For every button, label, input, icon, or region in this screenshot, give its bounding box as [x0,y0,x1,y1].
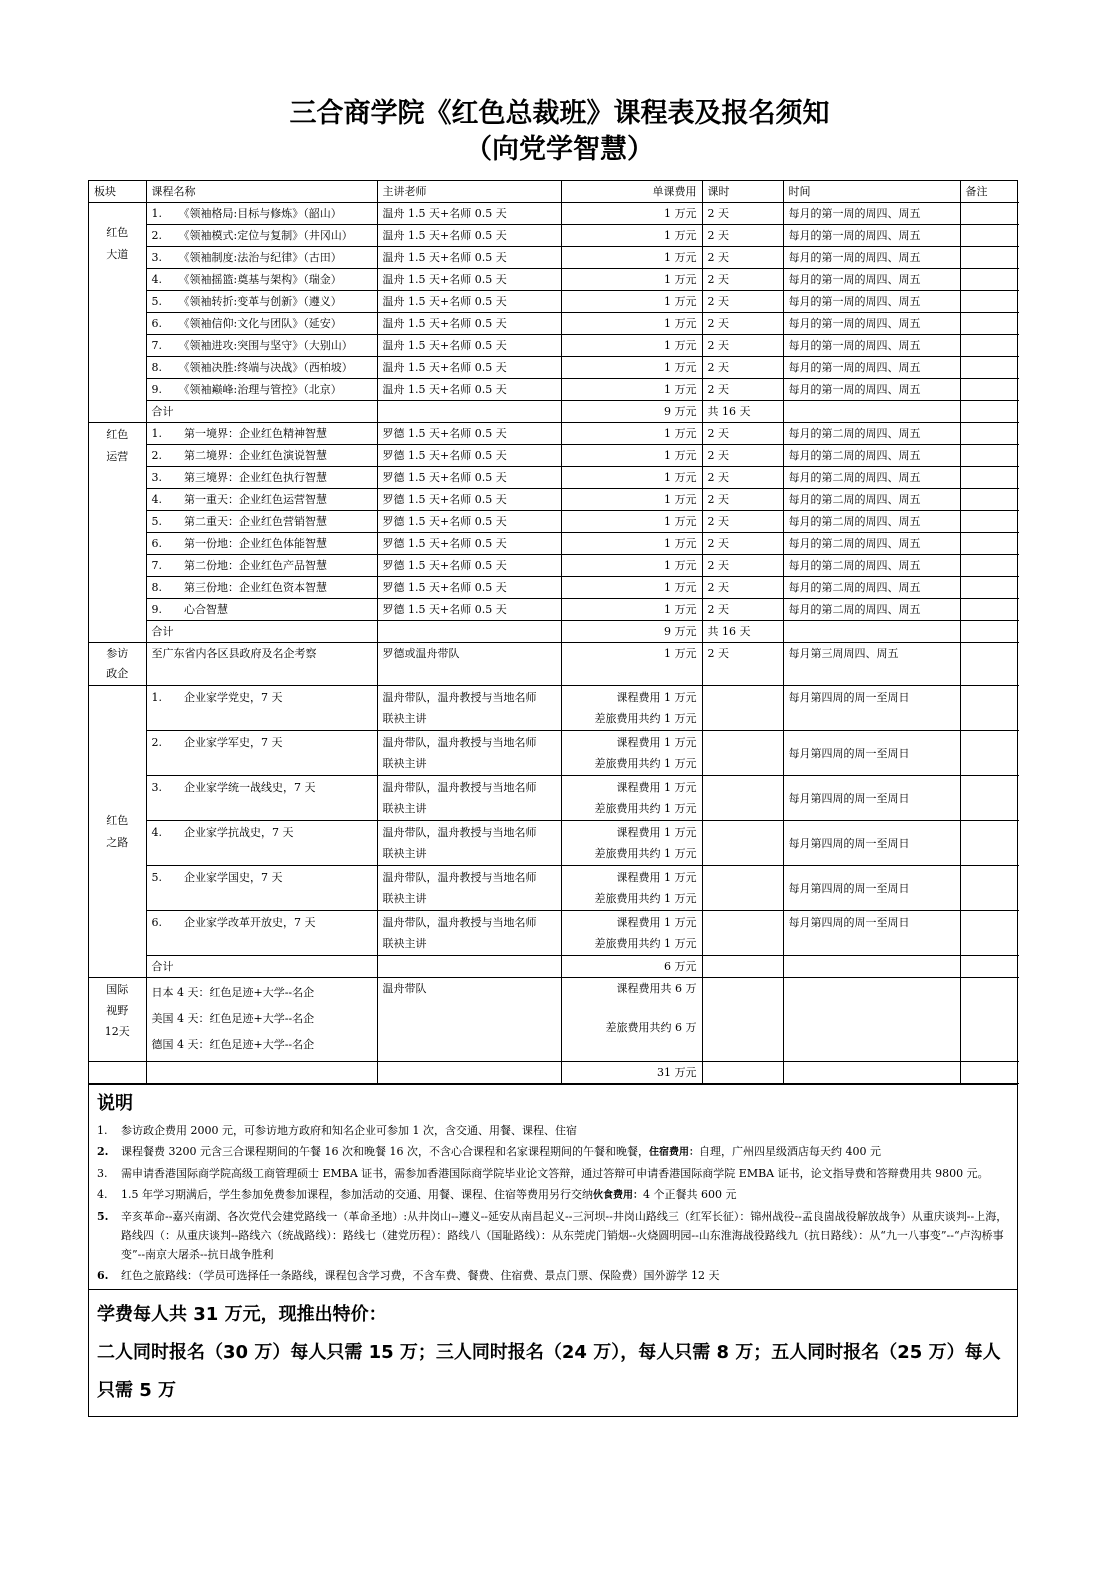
course-name: 1. 企业家学党史，7 天 [146,686,377,731]
course-name: 1. 第一境界：企业红色精神智慧 [146,423,377,445]
table-row [89,821,1019,866]
course-name: 2. 企业家学军史，7 天 [146,731,377,776]
course-time: 每月的第一周的周四、周五 [783,269,960,291]
note-item [97,1164,1009,1183]
visit-teacher: 罗德或温舟带队 [377,643,561,686]
course-name: 2. 《领袖模式:定位与复制》（井冈山） [146,225,377,247]
intl-fee-line-1: 课程费用共 6 万 [616,982,697,995]
course-hours: 2 天 [702,423,783,445]
note-number: 3. [97,1167,108,1180]
course-fee: 1 万元 [561,291,702,313]
note-number: 5. [97,1210,109,1223]
note-item [97,1142,1009,1162]
table-row [89,467,1019,489]
course-name: 8. 第三份地：企业红色资本智慧 [146,577,377,599]
header-remark: 备注 [960,181,1019,203]
block-label-text: 红色大道 [106,226,129,261]
course-teacher: 温舟 1.5 天+名师 0.5 天 [377,247,561,269]
note-text: 需申请香港国际商学院高级工商管理硕士 EMBA 证书，需参加香港国际商学院毕业论文答辩，通过答辩可申请香港国际商学院 EMBA 证书，论文指导费和答辩费用共 9800 元。 [121,1167,989,1180]
course-time: 每月的第二周的周四、周五 [783,423,960,445]
course-time: 每月第四周的周一至周日 [783,866,960,911]
course-teacher: 温舟 1.5 天+名师 0.5 天 [377,291,561,313]
course-teacher: 罗德 1.5 天+名师 0.5 天 [377,577,561,599]
course-teacher: 温舟 1.5 天+名师 0.5 天 [377,269,561,291]
course-remark [960,489,1019,511]
note-text: 参访政企费用 2000 元，可参访地方政府和知名企业可参加 1 次，含交通、用餐、课程、住宿 [121,1124,577,1137]
course-teacher [377,821,561,866]
course-hours: 2 天 [702,269,783,291]
intl-trips [146,978,377,1062]
course-remark [960,247,1019,269]
document-title-block [0,96,1119,168]
course-hours: 2 天 [702,379,783,401]
block-label [89,423,146,643]
course-remark [960,911,1019,956]
teacher-line-1: 温舟带队，温舟教授与当地名师 [382,871,537,884]
course-hours: 2 天 [702,291,783,313]
fee-line-2: 差旅费用共约 1 万元 [594,847,697,860]
fee-line-1: 课程费用 1 万元 [616,691,697,704]
course-fee: 1 万元 [561,247,702,269]
course-remark [960,225,1019,247]
fee-line-2: 差旅费用共约 1 万元 [594,802,697,815]
course-teacher: 温舟 1.5 天+名师 0.5 天 [377,313,561,335]
course-time: 每月第四周的周一至周日 [783,911,960,956]
course-teacher: 温舟 1.5 天+名师 0.5 天 [377,357,561,379]
course-teacher: 罗德 1.5 天+名师 0.5 天 [377,555,561,577]
table-row [89,776,1019,821]
block-label [89,643,146,686]
table-row [89,731,1019,776]
course-fee [561,911,702,956]
course-fee [561,776,702,821]
total-row [89,1062,1019,1084]
course-teacher: 罗德 1.5 天+名师 0.5 天 [377,445,561,467]
course-hours: 2 天 [702,577,783,599]
block-label-text: 参访政企 [106,647,129,680]
course-time: 每月的第一周的周四、周五 [783,291,960,313]
price-headline: 学费每人共 31 万元，现推出特价： [97,1304,387,1325]
table-row [89,313,1019,335]
table-row [89,379,1019,401]
teacher-line-2: 联袂主讲 [382,802,427,815]
table-row [89,203,1019,225]
course-time: 每月的第二周的周四、周五 [783,467,960,489]
page-subtitle: （向党学智慧） [465,134,654,165]
subtotal-fee: 6 万元 [561,956,702,978]
visit-hours: 2 天 [702,643,783,686]
course-time: 每月的第一周的周四、周五 [783,379,960,401]
course-time: 每月第四周的周一至周日 [783,686,960,731]
subtotal-hours: 共 16 天 [702,621,783,643]
block-label-text: 红色之路 [106,813,129,849]
block-label-text: 国际视野12天 [104,983,130,1038]
course-remark [960,599,1019,621]
table-row [89,247,1019,269]
note-number: 6. [97,1269,109,1282]
fee-line-1: 课程费用 1 万元 [616,781,697,794]
course-remark [960,203,1019,225]
course-fee [561,821,702,866]
course-hours: 2 天 [702,247,783,269]
course-time: 每月的第二周的周四、周五 [783,511,960,533]
course-teacher: 温舟 1.5 天+名师 0.5 天 [377,225,561,247]
table-row [89,335,1019,357]
course-hours: 2 天 [702,357,783,379]
table-row [89,445,1019,467]
course-name: 3. 《领袖制度:法治与纪律》（古田） [146,247,377,269]
intl-teacher: 温舟带队 [377,978,561,1062]
fee-line-1: 课程费用 1 万元 [616,871,697,884]
course-remark [960,291,1019,313]
course-hours: 2 天 [702,489,783,511]
note-item [97,1266,1009,1285]
fee-line-1: 课程费用 1 万元 [616,916,697,929]
course-fee: 1 万元 [561,357,702,379]
header-block: 板块 [89,181,146,203]
course-remark [960,445,1019,467]
course-teacher [377,686,561,731]
note-number: 1. [97,1124,108,1137]
course-name: 5. 第二重天：企业红色营销智慧 [146,511,377,533]
table-row [89,577,1019,599]
note-number: 4. [97,1188,108,1201]
teacher-line-1: 温舟带队，温舟教授与当地名师 [382,736,537,749]
course-remark [960,866,1019,911]
course-remark [960,555,1019,577]
fee-line-2: 差旅费用共约 1 万元 [594,757,697,770]
course-hours: 2 天 [702,555,783,577]
course-name: 4. 《领袖摇篮:奠基与架构》（瑞金） [146,269,377,291]
document-frame [88,180,1018,1417]
subtotal-row [89,621,1019,643]
subtotal-label: 合计 [146,956,377,978]
course-teacher: 温舟 1.5 天+名师 0.5 天 [377,203,561,225]
course-teacher [377,731,561,776]
table-row [89,511,1019,533]
table-row [89,866,1019,911]
subtotal-label: 合计 [146,401,377,423]
course-name: 8. 《领袖决胜:终端与决战》（西柏坡） [146,357,377,379]
course-remark [960,511,1019,533]
table-row [89,599,1019,621]
table-row [89,225,1019,247]
course-hours [702,866,783,911]
course-fee: 1 万元 [561,203,702,225]
course-hours [702,686,783,731]
price-section [89,1289,1017,1416]
fee-line-2: 差旅费用共约 1 万元 [594,712,697,725]
course-fee: 1 万元 [561,599,702,621]
visit-fee: 1 万元 [561,643,702,686]
course-time: 每月第四周的周一至周日 [783,731,960,776]
table-row [89,911,1019,956]
intl-fee-line-2: 差旅费用共约 6 万 [605,1021,697,1034]
note-text-part: 1.5 年学习期满后，学生参加免费参加课程，参加活动的交通、用餐、课程、住宿等费用另行交纳 [121,1188,593,1201]
course-fee [561,866,702,911]
course-remark [960,686,1019,731]
header-hours: 课时 [702,181,783,203]
note-bold-label: 住宿费用： [648,1147,699,1158]
teacher-line-1: 温舟带队，温舟教授与当地名师 [382,826,537,839]
course-fee: 1 万元 [561,225,702,247]
course-name: 6. 第一份地：企业红色体能智慧 [146,533,377,555]
course-fee [561,731,702,776]
visit-time: 每月第三周周四、周五 [783,643,960,686]
header-time: 时间 [783,181,960,203]
course-name: 6. 企业家学改革开放史，7 天 [146,911,377,956]
course-fee: 1 万元 [561,489,702,511]
teacher-line-2: 联袂主讲 [382,847,427,860]
intl-trip-japan: 日本 4 天：红色足迹+大学--名企 [151,986,315,999]
course-hours: 2 天 [702,511,783,533]
grand-total-fee: 31 万元 [561,1062,702,1084]
course-fee: 1 万元 [561,577,702,599]
course-hours: 2 天 [702,599,783,621]
course-remark [960,533,1019,555]
course-fee: 1 万元 [561,533,702,555]
course-teacher: 罗德 1.5 天+名师 0.5 天 [377,423,561,445]
table-row [89,533,1019,555]
note-item [97,1185,1009,1205]
course-remark [960,577,1019,599]
course-teacher [377,866,561,911]
course-hours: 2 天 [702,467,783,489]
course-teacher: 温舟 1.5 天+名师 0.5 天 [377,335,561,357]
course-hours [702,911,783,956]
course-time: 每月的第一周的周四、周五 [783,335,960,357]
course-hours [702,821,783,866]
teacher-line-1: 温舟带队，温舟教授与当地名师 [382,916,537,929]
course-time: 每月的第二周的周四、周五 [783,555,960,577]
subtotal-fee: 9 万元 [561,621,702,643]
note-bold-label: 伙食费用： [593,1190,643,1201]
course-fee: 1 万元 [561,313,702,335]
note-number: 2. [97,1145,109,1158]
course-remark [960,335,1019,357]
course-remark [960,379,1019,401]
course-table [89,181,1019,1084]
course-fee: 1 万元 [561,379,702,401]
course-remark [960,821,1019,866]
teacher-line-2: 联袂主讲 [382,712,427,725]
block-label [89,686,146,978]
course-time: 每月第四周的周一至周日 [783,776,960,821]
course-time: 每月的第二周的周四、周五 [783,489,960,511]
course-teacher: 温舟 1.5 天+名师 0.5 天 [377,379,561,401]
explanation-section [89,1084,1017,1289]
teacher-line-2: 联袂主讲 [382,937,427,950]
teacher-line-2: 联袂主讲 [382,757,427,770]
course-name: 7. 第二份地：企业红色产品智慧 [146,555,377,577]
fee-line-1: 课程费用 1 万元 [616,826,697,839]
subtotal-fee: 9 万元 [561,401,702,423]
teacher-line-1: 温舟带队，温舟教授与当地名师 [382,691,537,704]
intl-trip-usa: 美国 4 天：红色足迹+大学--名企 [151,1012,315,1025]
course-teacher [377,911,561,956]
course-hours: 2 天 [702,445,783,467]
course-fee: 1 万元 [561,445,702,467]
course-hours: 2 天 [702,335,783,357]
visit-name: 至广东省内各区县政府及名企考察 [146,643,377,686]
subtotal-label: 合计 [146,621,377,643]
course-time: 每月的第二周的周四、周五 [783,599,960,621]
note-text: 红色之旅路线：（学员可选择任一条路线，课程包含学习费，不含车费、餐费、住宿费、景点门票、保险费）国外游学 12 天 [121,1269,720,1282]
course-name: 9. 心合智慧 [146,599,377,621]
course-fee: 1 万元 [561,555,702,577]
course-remark [960,423,1019,445]
teacher-line-2: 联袂主讲 [382,892,427,905]
table-row [89,686,1019,731]
course-teacher: 罗德 1.5 天+名师 0.5 天 [377,467,561,489]
course-name: 4. 企业家学抗战史，7 天 [146,821,377,866]
course-name: 6. 《领袖信仰:文化与团队》（延安） [146,313,377,335]
course-name: 7. 《领袖进攻:突围与坚守》（大别山） [146,335,377,357]
course-fee: 1 万元 [561,467,702,489]
note-text: 辛亥革命--嘉兴南湖、各次党代会建党路线一（革命圣地）:从井岗山--遵义--延安从南昌起义--三河坝--井岗山路线三（红军长征）：锦州战役--孟良崮战役解放战争）从重庆谈判--上海，路线四（：从重庆谈判--路线六（统战路线）：路线七（建党历程）：路线八（国耻路线）：从东莞虎门销烟--火烧圆明园--山东淮海战役路线九（抗日路线）：从“九一八事变”--“卢沟桥事变”--南京大屠杀--抗日战争胜利 [121,1210,1008,1261]
subtotal-row [89,401,1019,423]
intl-trip-germany: 德国 4 天：红色足迹+大学--名企 [151,1038,315,1051]
subtotal-hours: 共 16 天 [702,401,783,423]
course-time: 每月的第一周的周四、周五 [783,357,960,379]
course-name: 1. 《领袖格局:目标与修炼》（韶山） [146,203,377,225]
table-row [89,978,1019,1062]
block-label [89,203,146,423]
page-title: 三合商学院《红色总裁班》课程表及报名须知 [289,98,830,129]
course-remark [960,467,1019,489]
course-time: 每月的第一周的周四、周五 [783,225,960,247]
table-row [89,357,1019,379]
note-text [121,1185,1009,1205]
course-time: 每月的第二周的周四、周五 [783,577,960,599]
course-name: 5. 《领袖转折:变革与创新》（遵义） [146,291,377,313]
course-teacher: 罗德 1.5 天+名师 0.5 天 [377,489,561,511]
course-fee: 1 万元 [561,269,702,291]
course-name: 2. 第二境界：企业红色演说智慧 [146,445,377,467]
table-row [89,423,1019,445]
block-label [89,978,146,1062]
course-fee: 1 万元 [561,423,702,445]
course-teacher: 罗德 1.5 天+名师 0.5 天 [377,533,561,555]
course-remark [960,313,1019,335]
course-time: 每月的第二周的周四、周五 [783,445,960,467]
subtotal-row [89,956,1019,978]
course-time: 每月的第一周的周四、周五 [783,313,960,335]
course-remark [960,269,1019,291]
course-name: 4. 第一重天：企业红色运营智慧 [146,489,377,511]
note-text-part: 4 个正餐共 600 元 [643,1188,737,1201]
note-item [97,1207,1009,1264]
fee-line-2: 差旅费用共约 1 万元 [594,892,697,905]
course-name: 5. 企业家学国史，7 天 [146,866,377,911]
table-row [89,269,1019,291]
course-remark [960,357,1019,379]
course-fee: 1 万元 [561,335,702,357]
header-course-name: 课程名称 [146,181,377,203]
table-header-row [89,181,1019,203]
course-fee: 1 万元 [561,511,702,533]
course-time: 每月的第二周的周四、周五 [783,533,960,555]
course-remark [960,731,1019,776]
course-teacher: 罗德 1.5 天+名师 0.5 天 [377,599,561,621]
block-label-text: 红色运营 [106,428,129,463]
course-teacher [377,776,561,821]
explanation-title: 说明 [97,1093,133,1114]
teacher-line-1: 温舟带队，温舟教授与当地名师 [382,781,537,794]
course-time: 每月的第一周的周四、周五 [783,203,960,225]
course-remark [960,776,1019,821]
fee-line-2: 差旅费用共约 1 万元 [594,937,697,950]
table-row [89,489,1019,511]
course-time: 每月第四周的周一至周日 [783,821,960,866]
course-teacher: 罗德 1.5 天+名师 0.5 天 [377,511,561,533]
header-teacher: 主讲老师 [377,181,561,203]
table-row [89,643,1019,686]
header-fee: 单课费用 [561,181,702,203]
note-text-part: 自理，广州四星级酒店每天约 400 元 [698,1145,881,1158]
course-name: 3. 第三境界：企业红色执行智慧 [146,467,377,489]
table-row [89,291,1019,313]
course-remark [960,643,1019,686]
course-name: 3. 企业家学统一战线史，7 天 [146,776,377,821]
course-name: 9. 《领袖巅峰:治理与管控》（北京） [146,379,377,401]
fee-line-1: 课程费用 1 万元 [616,736,697,749]
course-hours: 2 天 [702,203,783,225]
note-item [97,1121,1009,1140]
course-hours: 2 天 [702,313,783,335]
table-row [89,555,1019,577]
course-hours [702,776,783,821]
course-hours [702,731,783,776]
course-hours: 2 天 [702,225,783,247]
course-hours: 2 天 [702,533,783,555]
note-text-part: 课程餐费 3200 元含三合课程期间的午餐 16 次和晚餐 16 次，不含心合课程和名家课程期间的午餐和晚餐， [121,1145,649,1158]
note-text [121,1142,1009,1162]
course-time: 每月的第一周的周四、周五 [783,247,960,269]
intl-fee [561,978,702,1062]
price-offer: 二人同时报名（30 万）每人只需 15 万；三人同时报名（24 万），每人只需 8 万；五人同时报名（25 万）每人只需 5 万 [97,1342,1001,1401]
course-fee [561,686,702,731]
